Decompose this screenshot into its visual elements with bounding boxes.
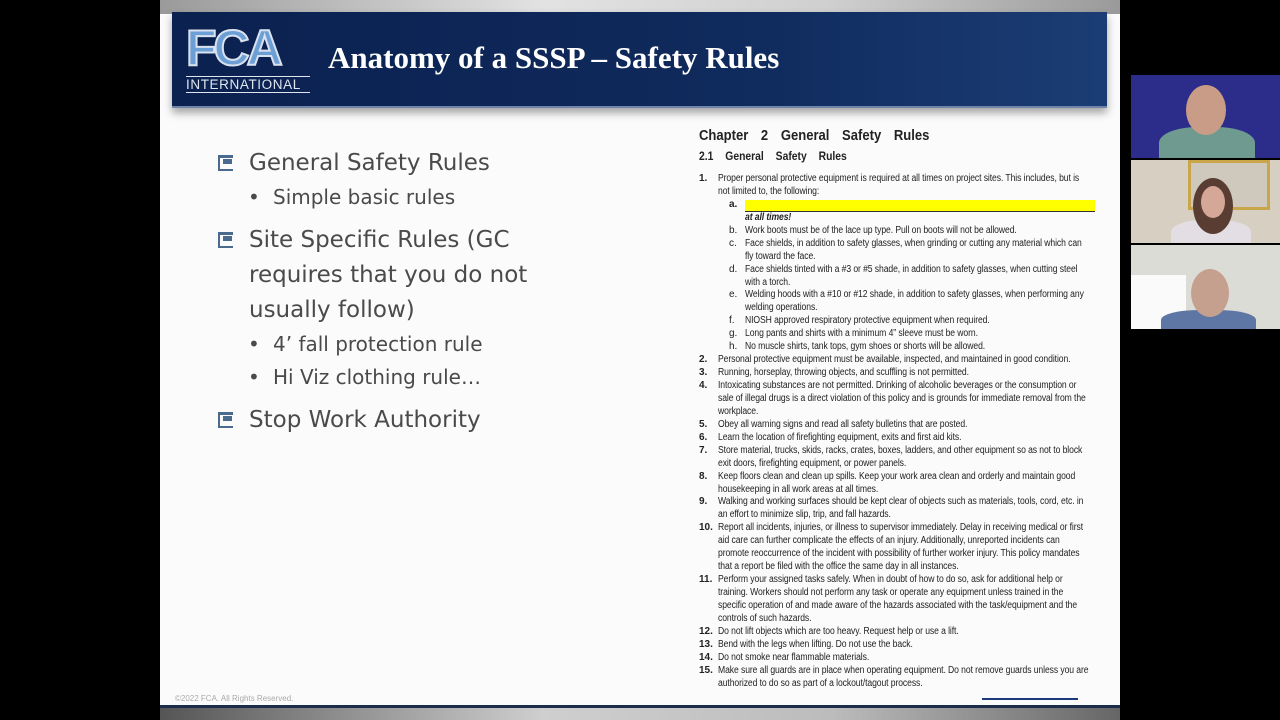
- rule-line: [699, 419, 1104, 432]
- item-number: 13.: [699, 638, 713, 650]
- rule-line: [699, 509, 1104, 522]
- slide-title: Anatomy of a SSSP – Safety Rules: [328, 40, 780, 75]
- item-number: e.: [729, 289, 738, 301]
- item-text: housekeeping in all work areas at all times.: [718, 483, 879, 495]
- item-number: 10.: [699, 522, 713, 534]
- video-tile-participant-3[interactable]: [1131, 245, 1280, 329]
- item-text: fly toward the face.: [745, 250, 816, 262]
- item-text: Face shields, in addition to safety glasses, when grinding or cutting any material which can: [745, 237, 1082, 249]
- rule-line: [699, 561, 1104, 574]
- sub-rule-line: [699, 251, 1104, 264]
- sub-rule-line: [699, 328, 1104, 341]
- item-text: Long pants and shirts with a minimum 4” sleeve must be worn.: [745, 328, 978, 340]
- item-text: Proper personal protective equipment is required at all times on project sites. This includes, but is: [718, 173, 1080, 184]
- item-text: Do not smoke near flammable materials.: [718, 651, 870, 663]
- item-number: 12.: [699, 625, 713, 637]
- item-text: not limited to, the following:: [718, 185, 820, 197]
- item-text: with a torch.: [745, 276, 791, 288]
- item-number: b.: [729, 224, 738, 236]
- section-heading: 2.1 General Safety Rules: [699, 151, 847, 163]
- sub-bullet: • Hi Viz clothing rule…: [248, 365, 481, 389]
- item-text: No muscle shirts, tank tops, gym shoes or shorts will be allowed.: [745, 341, 986, 353]
- bullet-general: General Safety Rules: [216, 146, 527, 181]
- logo-main: FCA: [186, 20, 280, 76]
- item-text: at all times!: [745, 211, 792, 223]
- item-number: 8.: [699, 470, 708, 482]
- sub-rule-line: [699, 212, 1104, 225]
- bullet-icon: [218, 157, 233, 171]
- video-tile-participant-2[interactable]: [1131, 160, 1280, 243]
- fca-logo: [186, 22, 310, 94]
- video-tile-participant-1[interactable]: [1131, 75, 1280, 158]
- bullet-icon: [218, 414, 233, 428]
- rule-line: [699, 626, 1104, 639]
- rule-line: [699, 445, 1104, 458]
- sub-rule-line: [699, 289, 1104, 302]
- item-number: 1.: [699, 173, 708, 184]
- item-text: Personal protective equipment must be available, inspected, and maintained in good condition.: [718, 354, 1071, 366]
- rule-line: [699, 535, 1104, 548]
- item-number: c.: [729, 237, 737, 249]
- sub-rule-highlighted: [699, 199, 1104, 212]
- sub-rule-line: [699, 302, 1104, 315]
- bullet-stop-work: Stop Work Authority: [216, 403, 527, 438]
- yellow-highlight: [745, 200, 1095, 212]
- item-text: Obey all warning signs and read all safety bulletins that are posted.: [718, 418, 968, 430]
- rule-line: [699, 367, 1104, 380]
- item-text: Report all incidents, injuries, or illness to supervisor immediately. Delay in receiving medical or first: [718, 522, 1084, 534]
- item-text: Store material, trucks, skids, racks, crates, boxes, ladders, and other equipment so as not to block: [718, 444, 1083, 456]
- bottom-band: [160, 708, 1120, 720]
- item-number: 9.: [699, 496, 708, 508]
- rule-line: [699, 587, 1104, 600]
- copyright: ©2022 FCA. All Rights Reserved.: [175, 694, 294, 703]
- sub-rule-line: [699, 225, 1104, 238]
- item-number: a.: [729, 198, 738, 210]
- item-text: that a report be filed with the office the same day in all instances.: [718, 561, 959, 573]
- item-number: 3.: [699, 367, 708, 379]
- item-text: promote reoccurrence of the incident with possibility of further worker injury. This policy mandates: [718, 548, 1080, 560]
- item-text: Intoxicating substances are not permitted. Drinking of alcoholic beverages or the consumption or: [718, 380, 1077, 391]
- bullet-icon: [218, 234, 233, 248]
- sub-bullet: • Simple basic rules: [248, 185, 456, 209]
- item-text: Walking and working surfaces should be kept clear of objects such as materials, tools, cord, etc. in: [718, 496, 1084, 508]
- rule-line: [699, 173, 1104, 186]
- rule-line: [699, 678, 1104, 691]
- sub-rule-line: [699, 277, 1104, 290]
- item-text: NIOSH approved respiratory protective equipment when required.: [745, 315, 990, 327]
- rule-line: [699, 522, 1104, 535]
- document-excerpt: [699, 128, 1104, 691]
- rule-line: [699, 380, 1104, 393]
- participant-face: [1201, 186, 1225, 218]
- participant-head: [1191, 269, 1229, 317]
- item-text: specific operation of and made aware of the hazards associated with the task/equipment and the: [718, 599, 1078, 611]
- item-text: Learn the location of firefighting equipment, exits and first aid kits.: [718, 431, 962, 443]
- logo-sub: INTERNATIONAL: [186, 76, 310, 93]
- item-number: 4.: [699, 380, 708, 391]
- item-text: Bend with the legs when lifting. Do not use the back.: [718, 638, 913, 650]
- slide-header: [172, 12, 1107, 108]
- item-text: Do not lift objects which are too heavy. Request help or use a lift.: [718, 625, 959, 637]
- item-text: sale of illegal drugs is a direct violation of this policy and is grounds for immediate removal from the: [718, 392, 1086, 404]
- rule-line: [699, 393, 1104, 406]
- item-text: Perform your assigned tasks safely. When in doubt of how to do so, ask for additional help or: [718, 574, 1063, 586]
- item-text: Make sure all guards are in place when operating equipment. Do not remove guards unless you are: [718, 664, 1089, 676]
- item-number: 14.: [699, 651, 713, 663]
- item-number: 6.: [699, 431, 708, 443]
- rule-line: [699, 652, 1104, 665]
- item-number: f.: [729, 315, 735, 327]
- item-text: welding operations.: [745, 302, 818, 314]
- item-text: workplace.: [718, 405, 759, 417]
- presentation-slide: [160, 0, 1120, 720]
- rule-line: [699, 600, 1104, 613]
- rule-line: [699, 484, 1104, 497]
- item-number: 5.: [699, 418, 708, 430]
- bullet-site-specific: Site Specific Rules (GC requires that you do not usually follow): [216, 223, 527, 328]
- rule-line: [699, 406, 1104, 419]
- rules-list: [699, 173, 1104, 691]
- item-number: 15.: [699, 664, 713, 676]
- item-number: 11.: [699, 574, 713, 586]
- chapter-heading: Chapter 2 General Safety Rules: [699, 128, 930, 144]
- item-text: training. Workers should not perform any task or operate any equipment unless trained in the: [718, 587, 1064, 598]
- item-text: Keep floors clean and clean up spills. Keep your work area clean and orderly and maintain good: [718, 470, 1076, 482]
- item-number: g.: [729, 328, 738, 340]
- rule-line: [699, 574, 1104, 587]
- rule-line: [699, 458, 1104, 471]
- rule-line: [699, 471, 1104, 484]
- sub-rule-line: [699, 341, 1104, 354]
- rule-line: [699, 613, 1104, 626]
- item-text: aid care can further complicate the effects of an injury. Additionally, unreported incidents can: [718, 535, 1060, 547]
- item-number: 7.: [699, 444, 708, 456]
- item-text: Running, horseplay, throwing objects, and scuffling is not permitted.: [718, 367, 969, 379]
- rule-line: [699, 639, 1104, 652]
- item-text: controls of such hazards.: [718, 612, 812, 624]
- rule-line: [699, 432, 1104, 445]
- sub-bullet: • 4’ fall protection rule: [248, 332, 483, 356]
- item-text: Welding hoods with a #10 or #12 shade, in addition to safety glasses, when performing any: [745, 289, 1084, 301]
- item-number: h.: [729, 341, 738, 353]
- item-text: Face shields tinted with a #3 or #5 shade, in addition to safety glasses, when cutting steel: [745, 263, 1078, 275]
- item-text: an effort to minimize slip, trip, and fall hazards.: [718, 509, 891, 521]
- rule-line: [699, 496, 1104, 509]
- participant-head: [1186, 85, 1226, 135]
- rule-line: [699, 186, 1104, 199]
- sub-rule-line: [699, 238, 1104, 251]
- rule-line: [699, 354, 1104, 367]
- item-text: Work boots must be of the lace up type. Pull on boots will not be allowed.: [745, 224, 1017, 236]
- rule-line: [699, 665, 1104, 678]
- item-number: d.: [729, 263, 738, 275]
- item-text: authorized to do so as part of a lockout/tagout process.: [718, 677, 923, 689]
- bullet-list: [216, 146, 527, 438]
- item-text: exit doors, firefighting equipment, or power panels.: [718, 457, 907, 469]
- sub-rule-line: [699, 315, 1104, 328]
- rule-line: [699, 548, 1104, 561]
- sub-rule-line: [699, 264, 1104, 277]
- signature-line: [982, 698, 1078, 700]
- item-number: 2.: [699, 354, 708, 366]
